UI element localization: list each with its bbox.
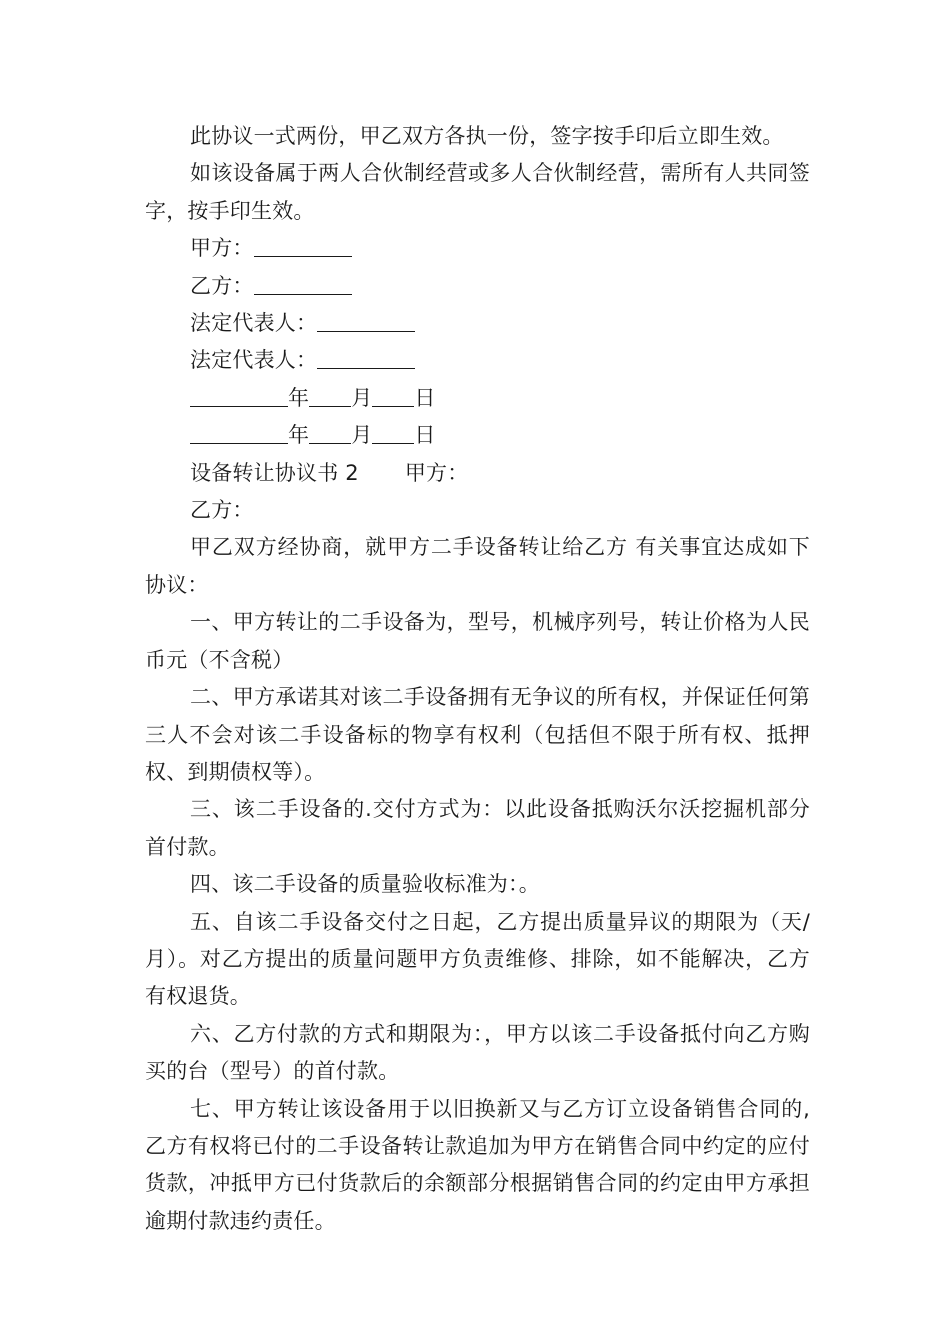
agreement-2-party-b: 乙方：: [190, 498, 254, 523]
paragraph-negotiation: 甲乙双方经协商，就甲方二手设备转让给乙方 有关事宜达成如下协议：: [145, 535, 810, 597]
paragraph-partnership: 如该设备属于两人合伙制经营或多人合伙制经营，需所有人共同签字，按手印生效。: [145, 161, 810, 223]
clause-1: 一、甲方转让的二手设备为，型号，机械序列号，转让价格为人民币元（不含税）: [145, 610, 810, 672]
clause-6: 六、乙方付款的方式和期限为：，甲方以该二手设备抵付向乙方购买的台（型号）的首付款。: [145, 1021, 810, 1084]
document-body: [145, 118, 810, 1240]
signature-party-b: [145, 268, 810, 305]
clause-5: 五、自该二手设备交付之日起，乙方提出质量异议的期限为（天/月）。对乙方提出的质量问题甲方负责维修、排除，如不能解决，乙方有权退货。: [145, 909, 810, 1009]
party-b-blank: [254, 272, 352, 295]
month-blank: [309, 384, 351, 407]
year-blank: [190, 384, 288, 407]
month-label: 月: [351, 423, 373, 448]
party-a-label: 甲方：: [190, 236, 254, 261]
legal-rep-a-blank: [317, 309, 415, 332]
agreement-2-title: 设备转让协议书 2: [190, 460, 359, 485]
clause-4: 四、该二手设备的质量验收标准为：。: [190, 872, 540, 897]
day-label: 日: [414, 385, 436, 410]
clause-3: 三、该二手设备的.交付方式为：以此设备抵购沃尔沃挖掘机部分首付款。: [145, 797, 810, 859]
month-blank: [309, 421, 351, 444]
signature-legal-rep-b: [145, 342, 810, 379]
signature-legal-rep-a: [145, 305, 810, 342]
legal-rep-b-blank: [317, 346, 415, 369]
legal-rep-b-label: 法定代表人：: [190, 348, 318, 373]
party-b-label: 乙方：: [190, 273, 254, 298]
agreement-2-heading: [145, 455, 810, 492]
signature-party-a: [145, 230, 810, 267]
date-line-b: [145, 417, 810, 454]
clause-2: 二、甲方承诺其对该二手设备拥有无争议的所有权，并保证任何第三人不会对该二手设备标的物享有权利（包括但不限于所有权、抵押权、到期债权等）。: [145, 685, 810, 784]
agreement-2-party-a: 甲方：: [404, 460, 469, 485]
year-label: 年: [288, 385, 310, 410]
clause-7: 七、甲方转让该设备用于以旧换新又与乙方订立设备销售合同的,乙方有权将已付的二手设备转让款追加为甲方在销售合同中约定的应付货款，冲抵甲方已付货款后的余额部分根据销售合同的约定由甲方承担逾期付款违约责任。: [145, 1096, 810, 1233]
year-label: 年: [288, 423, 310, 448]
paragraph-copies: 此协议一式两份，甲乙双方各执一份，签字按手印后立即生效。: [190, 124, 784, 148]
legal-rep-a-label: 法定代表人：: [190, 311, 318, 336]
party-a-blank: [254, 234, 352, 257]
day-label: 日: [414, 423, 436, 448]
month-label: 月: [351, 385, 373, 410]
day-blank: [372, 421, 414, 444]
year-blank: [190, 421, 288, 444]
date-line-a: [145, 380, 810, 417]
day-blank: [372, 384, 414, 407]
